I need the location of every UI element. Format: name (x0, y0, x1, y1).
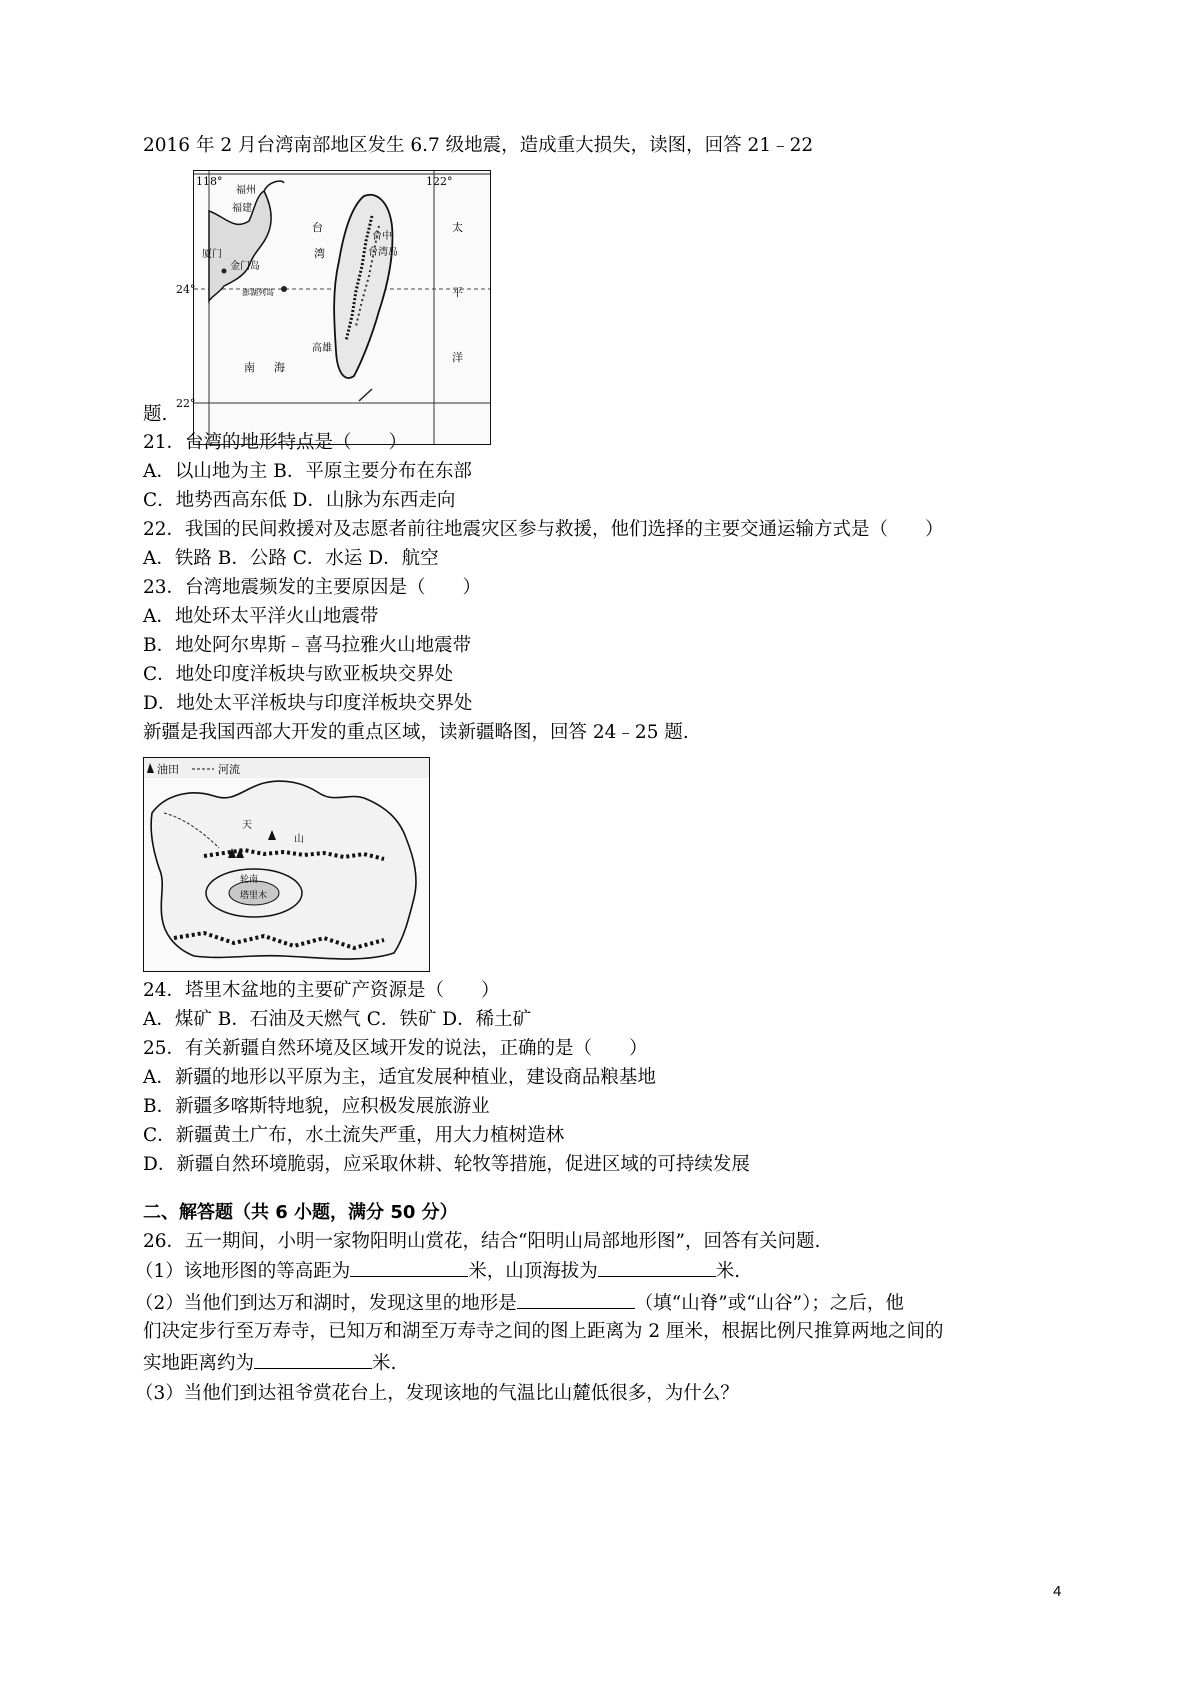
place-taizhong: 台中 (372, 231, 392, 242)
place-shan: 山 (294, 834, 304, 845)
legend-river: 河流 (218, 763, 240, 776)
question-22: 22．我国的民间救援对及志愿者前往地震灾区参与救援，他们选择的主要交通运输方式是（ ） (143, 519, 944, 540)
place-talimu: 塔里木 (240, 891, 268, 901)
q21-options-cd: C．地势西高东低 D．山脉为东西走向 (143, 490, 456, 511)
q25-option-d: D．新疆自然环境脆弱，应采取休耕、轮牧等措施，促进区域的可持续发展 (143, 1154, 750, 1175)
q26-p2-text-d: 米. (372, 1353, 397, 1374)
q23-option-d: D．地处太平洋板块与印度洋板块交界处 (143, 693, 473, 714)
place-lunnan: 轮南 (240, 875, 259, 885)
place-xiamen: 厦门 (202, 249, 222, 260)
answer-blank-actual-distance[interactable] (254, 1350, 372, 1369)
intro-text-tail: 题. (143, 404, 168, 425)
q26-part-2 (135, 1290, 904, 1317)
place-taiwan-island: 台湾岛 (368, 247, 398, 258)
answer-blank-landform[interactable] (517, 1290, 635, 1309)
q23-option-b: B．地处阿尔卑斯﹣喜马拉雅火山地震带 (143, 635, 472, 656)
q25-option-a: A．新疆的地形以平原为主，适宜发展种植业，建设商品粮基地 (143, 1067, 656, 1088)
lat-label-24: 24° (176, 283, 196, 296)
place-nan: 南 (244, 361, 255, 374)
q26-p1-text-a: （1）该地形图的等高距为 (135, 1261, 351, 1282)
place-yang: 洋 (452, 351, 463, 364)
q26-part-2-line-3 (143, 1350, 396, 1377)
place-fujian: 福建 (232, 203, 252, 214)
place-jinmen: 金门岛 (230, 261, 260, 272)
taiwan-map (176, 170, 491, 445)
place-hai: 海 (274, 361, 285, 374)
place-tian: 天 (242, 820, 252, 831)
q26-p2-text-b: （填“山脊”或“山谷”）；之后，他 (634, 1293, 904, 1314)
q26-part-1 (135, 1258, 740, 1285)
question-26-stem: 26．五一期间，小明一家物阳明山赏花，结合“阳明山局部地形图”，回答有关问题. (143, 1231, 821, 1252)
answer-blank-contour-interval[interactable] (350, 1258, 468, 1277)
place-tai: 台 (312, 221, 323, 234)
lat-label-22: 22° (176, 397, 196, 410)
place-ping: 平 (452, 286, 463, 299)
page-number: 4 (1053, 1583, 1062, 1600)
intro-text-21-22: 2016 年 2 月台湾南部地区发生 6.7 级地震，造成重大损失，读图，回答 21﹣22 (143, 135, 814, 156)
q26-p1-text-c: 米. (715, 1261, 741, 1282)
place-wan: 湾 (314, 247, 325, 260)
q26-p2-text-c: 实地距离约为 (143, 1353, 255, 1374)
q21-options-ab: A．以山地为主 B．平原主要分布在东部 (143, 461, 472, 482)
question-21: 21．台湾的地形特点是（ ） (143, 432, 408, 453)
place-penghu: 澎湖列岛 (242, 288, 274, 297)
question-25: 25．有关新疆自然环境及区域开发的说法，正确的是（ ） (143, 1038, 648, 1059)
q25-option-b: B．新疆多喀斯特地貌，应积极发展旅游业 (143, 1096, 490, 1117)
q26-part-3: （3）当他们到达祖爷赏花台上，发现该地的气温比山麓低很多，为什么？ (135, 1383, 739, 1404)
place-gaoxiong: 高雄 (312, 343, 332, 354)
section-2-title: 二、解答题（共 6 小题，满分 50 分） (143, 1202, 458, 1223)
q24-options: A．煤矿 B．石油及天燃气 C．铁矿 D．稀土矿 (143, 1009, 532, 1030)
intro-text-24-25: 新疆是我国西部大开发的重点区域，读新疆略图，回答 24﹣25 题. (143, 722, 689, 743)
q26-part-2-line-2: 们决定步行至万寿寺，已知万和湖至万寿寺之间的图上距离为 2 厘米，根据比例尺推算两地之间的 (143, 1321, 944, 1342)
q23-option-a: A．地处环太平洋火山地震带 (143, 606, 379, 627)
q25-option-c: C．新疆黄土广布，水土流失严重，用大力植树造林 (143, 1125, 565, 1146)
place-fuzhou: 福州 (236, 185, 256, 196)
lon-label-118: 118° (196, 175, 223, 188)
question-23: 23．台湾地震频发的主要原因是（ ） (143, 577, 482, 598)
q23-option-c: C．地处印度洋板块与欧亚板块交界处 (143, 664, 454, 685)
xinjiang-map (143, 757, 430, 972)
q26-p2-text-a: （2）当他们到达万和湖时，发现这里的地形是 (135, 1293, 517, 1314)
lon-label-122: 122° (426, 175, 453, 188)
answer-blank-summit-elevation[interactable] (598, 1258, 716, 1277)
legend-oilfield: 油田 (157, 763, 179, 776)
place-tai2: 太 (452, 221, 463, 234)
q26-p1-text-b: 米，山顶海拔为 (468, 1261, 598, 1282)
question-24: 24．塔里木盆地的主要矿产资源是（ ） (143, 980, 500, 1001)
q22-options: A．铁路 B．公路 C．水运 D．航空 (143, 548, 439, 569)
